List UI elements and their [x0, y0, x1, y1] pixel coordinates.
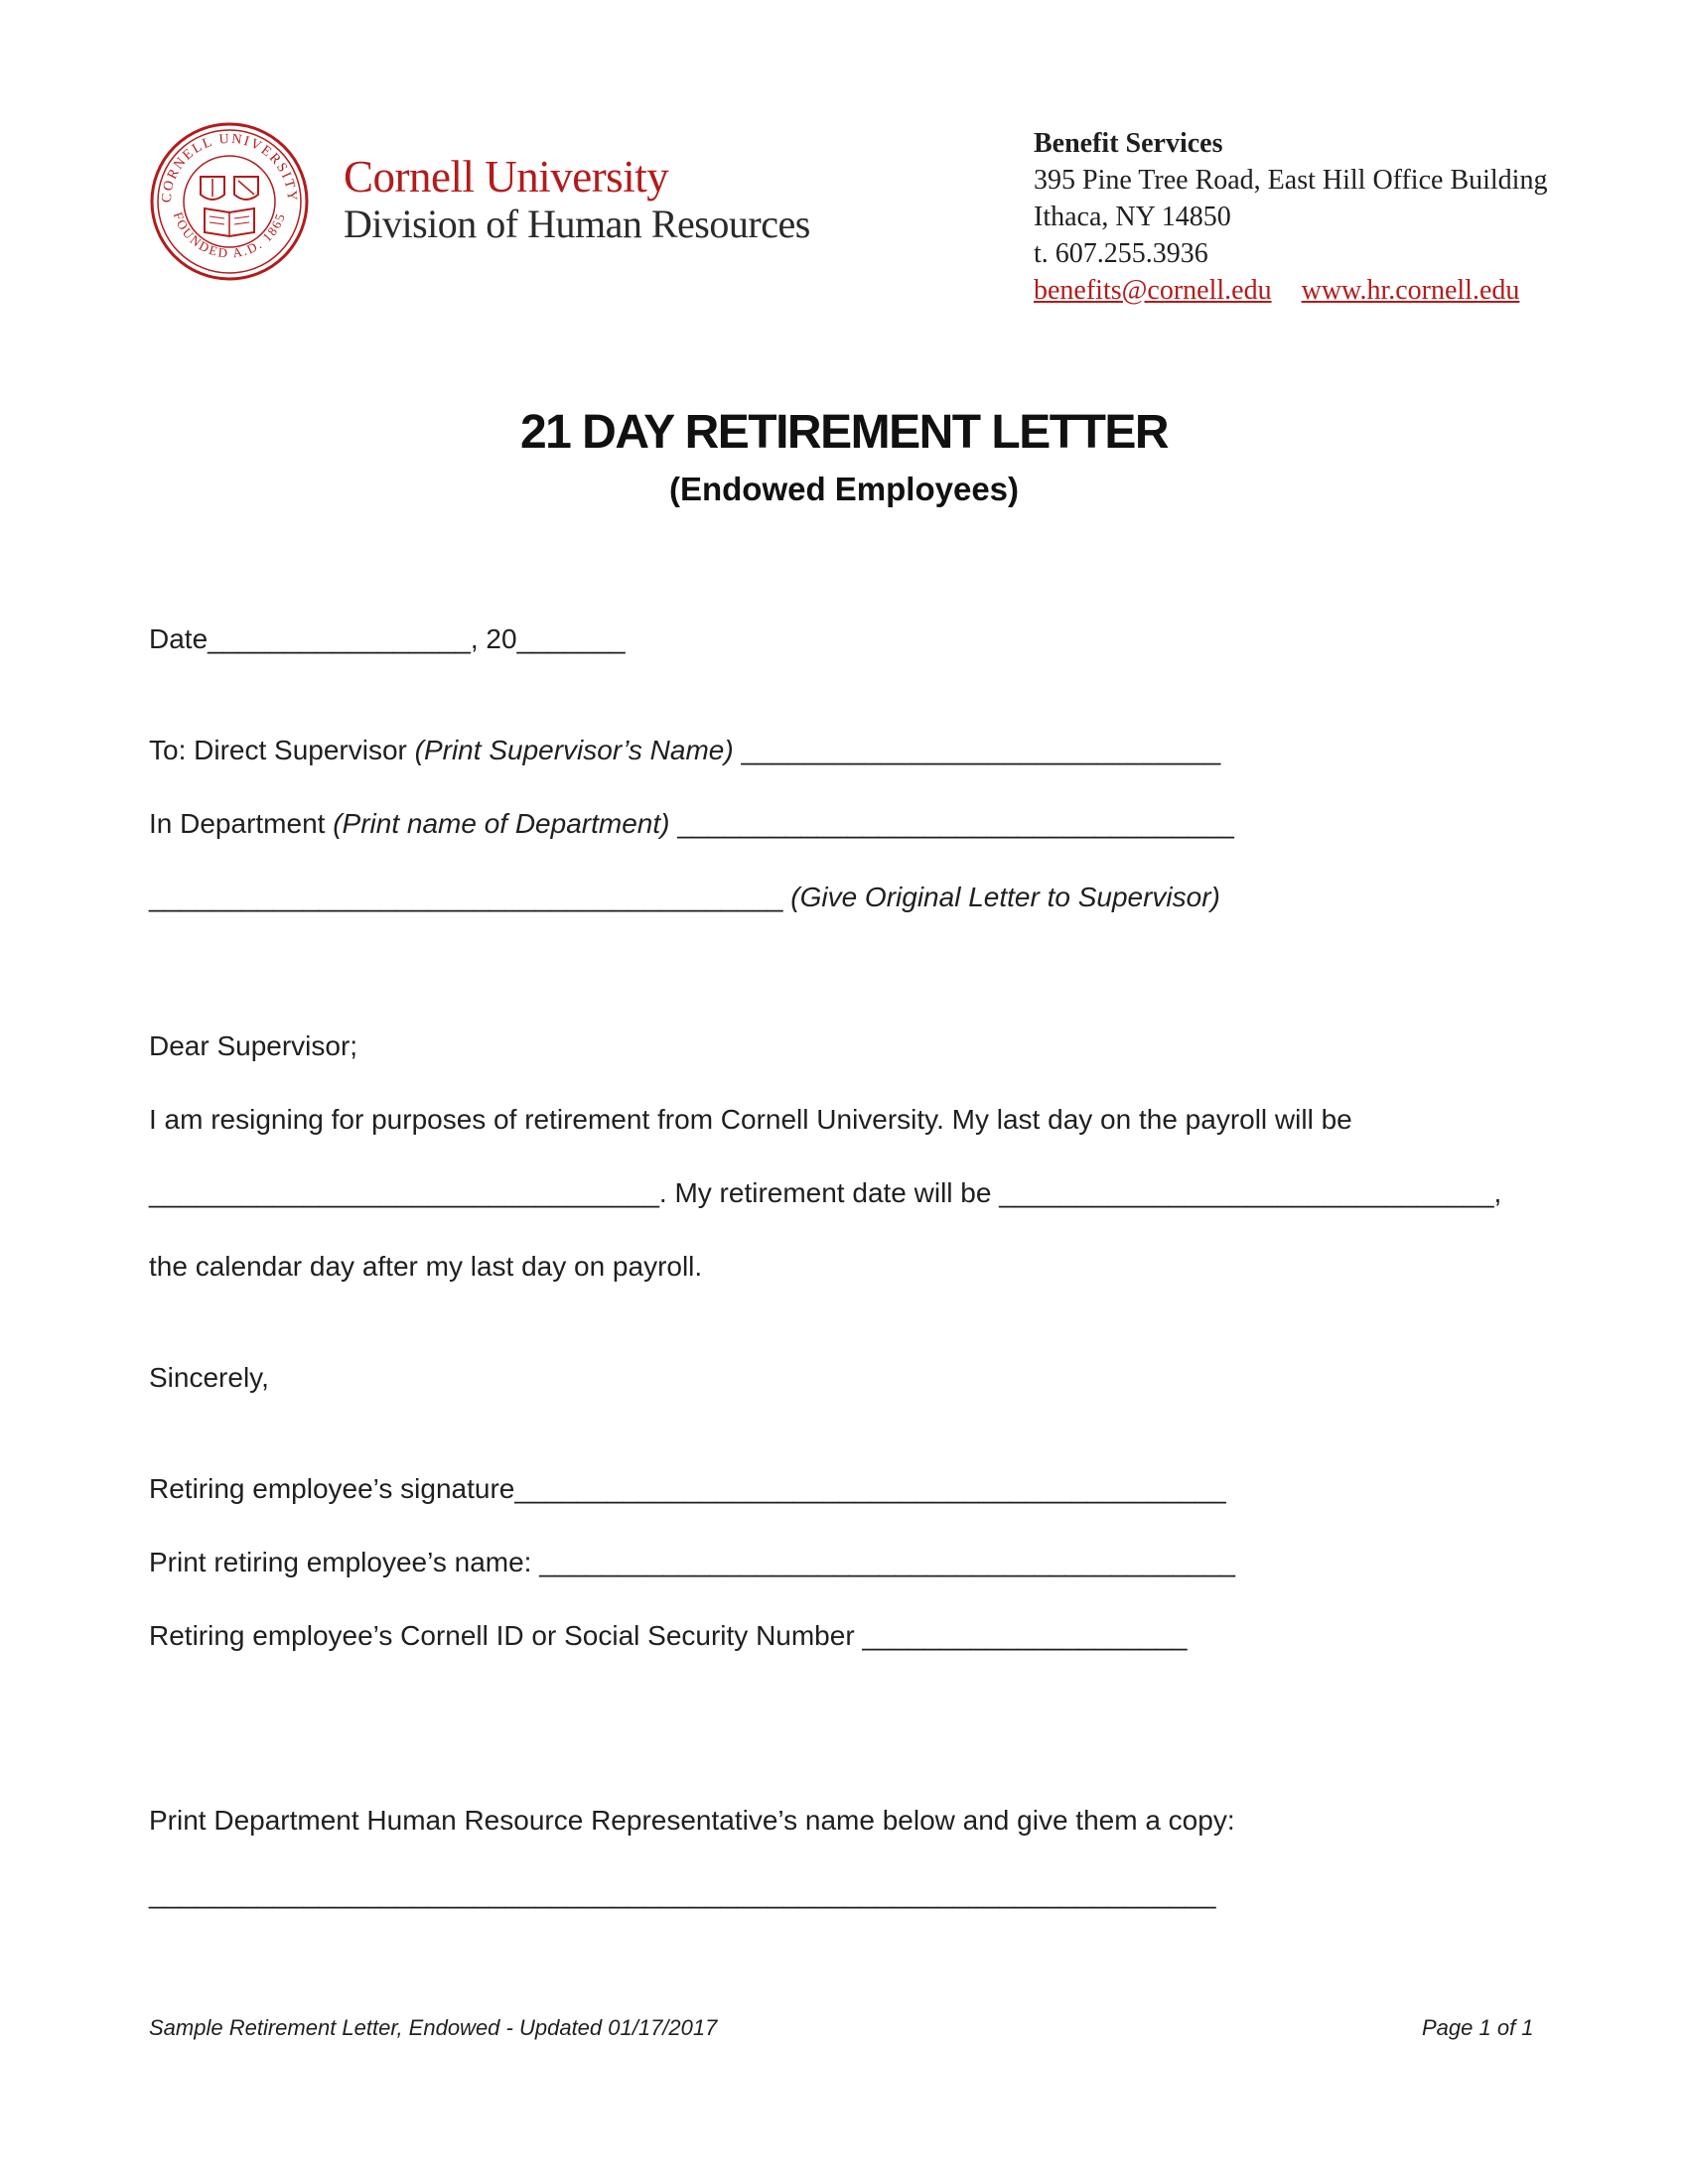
- department-hint: (Print name of Department): [333, 808, 670, 839]
- email-link[interactable]: benefits@cornell.edu: [1034, 275, 1272, 306]
- date-line[interactable]: Date_________________, 20_______: [149, 623, 626, 654]
- supervisor-blank[interactable]: _______________________________: [733, 735, 1221, 765]
- wordmark-university: Cornell University: [344, 152, 669, 202]
- print-name-line[interactable]: Print retiring employee’s name: _____________________________________________: [149, 1547, 1235, 1577]
- original-letter-line[interactable]: [149, 882, 1220, 913]
- supervisor-label: To: Direct Supervisor: [149, 735, 415, 765]
- id-line[interactable]: Retiring employee’s Cornell ID or Social Security Number _____________________: [149, 1620, 1188, 1651]
- hr-rep-instruction: Print Department Human Resource Representative’s name below and give them a copy:: [149, 1805, 1235, 1836]
- address-block: [1034, 125, 1547, 309]
- street-address: 395 Pine Tree Road, East Hill Office Building: [1034, 165, 1548, 196]
- original-letter-blank[interactable]: _________________________________________: [149, 882, 791, 912]
- signature-line[interactable]: Retiring employee’s signature______________________________________________: [149, 1473, 1226, 1504]
- footer-page-number: Page 1 of 1: [1422, 2015, 1534, 2040]
- closing: Sincerely,: [149, 1362, 269, 1393]
- document-title: 21 DAY RETIREMENT LETTER: [519, 406, 1169, 459]
- seal-text-bottom: FOUNDED A.D. 1865: [170, 209, 289, 261]
- seal-text-top: CORNELL UNIVERSITY: [159, 131, 300, 204]
- supervisor-hint: (Print Supervisor’s Name): [414, 735, 734, 765]
- phone-number: t. 607.255.3936: [1034, 238, 1208, 269]
- wordmark-division: Division of Human Resources: [344, 202, 810, 246]
- website-link[interactable]: www.hr.cornell.edu: [1301, 275, 1520, 306]
- hr-rep-blank[interactable]: _____________________________________________________________________: [149, 1878, 1216, 1909]
- original-letter-hint: (Give Original Letter to Supervisor): [790, 882, 1220, 912]
- city-address: Ithaca, NY 14850: [1034, 202, 1231, 232]
- paragraph-line-2[interactable]: _________________________________. My retirement date will be ________________________________,: [149, 1177, 1502, 1208]
- cornell-seal-logo: [149, 121, 310, 282]
- salutation: Dear Supervisor;: [149, 1030, 358, 1061]
- paragraph-line-1: I am resigning for purposes of retirement from Cornell University. My last day on the payroll will be: [149, 1104, 1352, 1135]
- footer-revision: Sample Retirement Letter, Endowed - Updated 01/17/2017: [149, 2015, 718, 2040]
- document-subtitle: (Endowed Employees): [668, 471, 1020, 507]
- office-name: Benefit Services: [1034, 128, 1223, 159]
- department-label: In Department: [149, 808, 334, 839]
- supervisor-line[interactable]: [149, 735, 1220, 766]
- cornell-wordmark: [344, 152, 810, 246]
- department-line[interactable]: [149, 808, 1234, 840]
- department-blank[interactable]: ____________________________________: [669, 808, 1234, 839]
- paragraph-line-3: the calendar day after my last day on payroll.: [149, 1251, 703, 1282]
